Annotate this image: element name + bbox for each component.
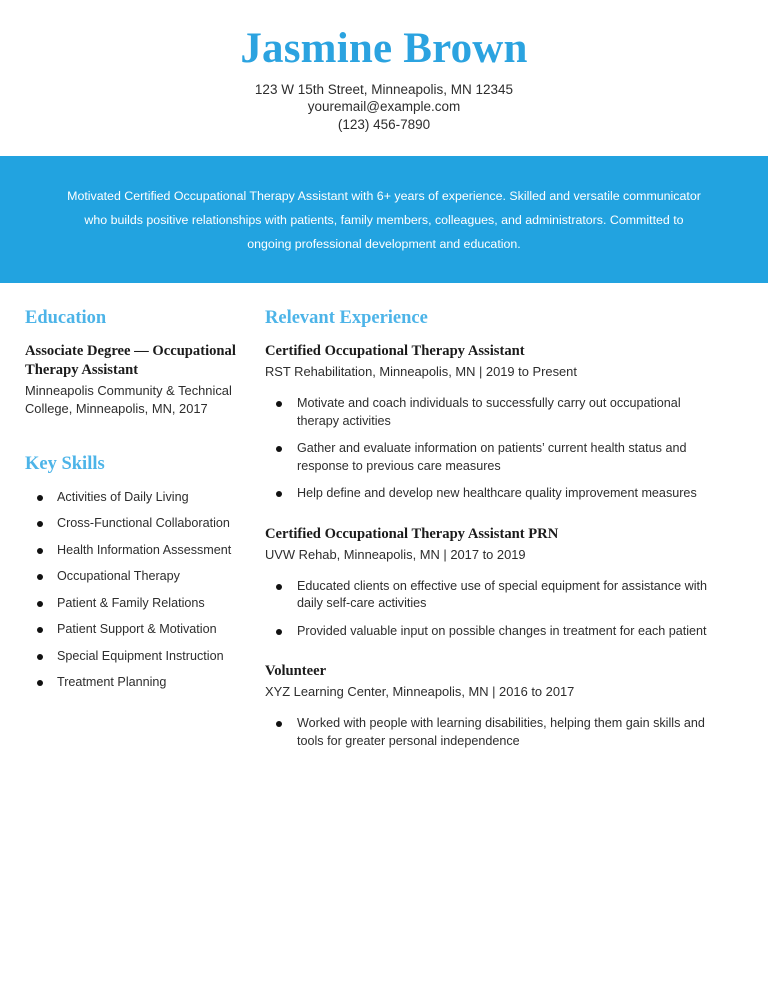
bullet-icon	[276, 401, 282, 407]
bullet-icon	[37, 574, 43, 580]
list-item	[265, 395, 708, 430]
job-title: Certified Occupational Therapy Assistant	[265, 343, 525, 360]
bullet-icon	[276, 491, 282, 497]
section-heading-key-skills: Key Skills	[25, 454, 105, 475]
summary-banner	[0, 156, 768, 283]
job-bullet-text: Motivate and coach individuals to successfully carry out occupational therapy activities	[297, 396, 681, 428]
experience-entry	[265, 342, 708, 503]
bullet-icon	[276, 446, 282, 452]
skill-label: Treatment Planning	[57, 675, 167, 690]
job-bullet-list	[265, 395, 708, 503]
contact-phone: (123) 456-7890	[337, 116, 431, 132]
list-item	[25, 674, 262, 692]
right-column	[262, 308, 768, 750]
skill-label: Patient & Family Relations	[57, 595, 205, 610]
resume-body	[0, 283, 768, 750]
candidate-name: Jasmine Brown	[240, 25, 528, 72]
bullet-icon	[37, 601, 43, 607]
list-item	[25, 515, 262, 533]
skill-label: Cross-Functional Collaboration	[57, 516, 230, 531]
bullet-icon	[37, 627, 43, 633]
job-employer: UVW Rehab, Minneapolis, MN | 2017 to 2019	[265, 546, 526, 562]
resume-header	[0, 0, 768, 133]
job-bullet-text: Worked with people with learning disabilities, helping them gain skills and tools for greater personal independence	[297, 716, 705, 748]
skills-list	[25, 489, 262, 692]
list-item	[25, 542, 262, 560]
job-bullet-list	[265, 578, 708, 641]
skill-label: Occupational Therapy	[57, 569, 180, 584]
bullet-icon	[276, 584, 282, 590]
education-school: Minneapolis Community & Technical College, Minneapolis, MN, 2017	[25, 383, 232, 417]
skill-label: Health Information Assessment	[57, 542, 232, 557]
job-bullet-text: Help define and develop new healthcare quality improvement measures	[297, 486, 697, 501]
skill-label: Activities of Daily Living	[57, 489, 189, 504]
skill-label: Patient Support & Motivation	[57, 622, 217, 637]
job-title: Certified Occupational Therapy Assistant PRN	[265, 525, 559, 542]
job-employer: XYZ Learning Center, Minneapolis, MN | 2016 to 2017	[265, 684, 575, 700]
job-bullet-text: Provided valuable input on possible changes in treatment for each patient	[297, 623, 707, 638]
experience-entry	[265, 662, 708, 750]
list-item	[25, 489, 262, 507]
education-degree-title: Associate Degree — Occupational Therapy Assistant	[25, 343, 236, 379]
section-heading-education: Education	[25, 308, 107, 329]
contact-email: youremail@example.com	[307, 99, 461, 115]
job-bullet-text: Educated clients on effective use of special equipment for assistance with daily self-care activities	[297, 578, 707, 611]
job-bullet-text: Gather and evaluate information on patients’ current health status and response to previous care measures	[297, 441, 687, 473]
list-item	[25, 648, 262, 666]
job-title: Volunteer	[265, 663, 327, 680]
bullet-icon	[276, 629, 282, 635]
list-item	[25, 595, 262, 613]
job-bullet-list	[265, 715, 708, 750]
job-employer: RST Rehabilitation, Minneapolis, MN | 2019 to Present	[265, 364, 577, 380]
bullet-icon	[37, 680, 43, 686]
list-item	[25, 621, 262, 639]
experience-entry	[265, 525, 708, 641]
bullet-icon	[37, 654, 43, 660]
bullet-icon	[276, 721, 282, 727]
list-item	[265, 715, 708, 750]
list-item	[265, 578, 708, 613]
contact-block	[0, 81, 768, 134]
list-item	[265, 623, 708, 641]
list-item	[265, 440, 708, 475]
list-item	[265, 485, 708, 503]
bullet-icon	[37, 495, 43, 501]
contact-address: 123 W 15th Street, Minneapolis, MN 12345	[254, 81, 514, 97]
bullet-icon	[37, 521, 43, 527]
summary-text: Motivated Certified Occupational Therapy Assistant with 6+ years of experience. Skilled and versatile communicator who builds positive relationships with patients, family members, colleagues, and administrators. Committed to ongoing professional development and education.	[67, 188, 701, 251]
bullet-icon	[37, 548, 43, 554]
section-heading-relevant-experience: Relevant Experience	[265, 308, 428, 329]
skill-label: Special Equipment Instruction	[57, 648, 224, 663]
education-entry	[25, 342, 262, 418]
list-item	[25, 568, 262, 586]
left-column	[0, 308, 262, 701]
